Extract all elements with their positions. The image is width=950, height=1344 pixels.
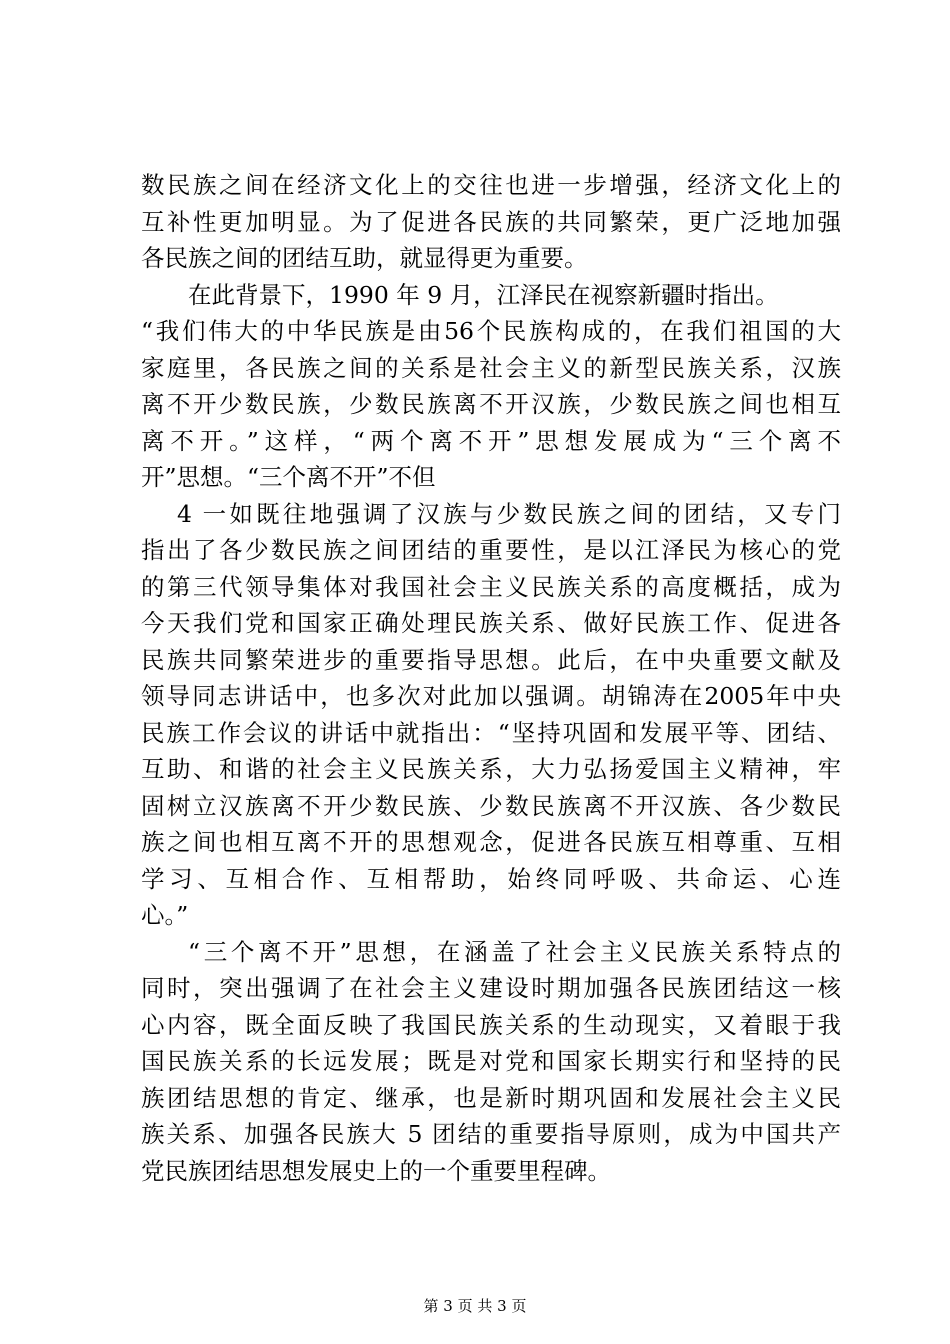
text-line: 4 一如既往地强调了汉族与少数民族之间的团结，又专门 bbox=[177, 499, 841, 528]
page-number-label: 第 3 页 共 3 页 bbox=[423, 1297, 527, 1315]
text-line: 互助、和谐的社会主义民族关系，大力弘扬爱国主义精神，牢 bbox=[141, 755, 841, 783]
page-footer bbox=[0, 1296, 950, 1316]
text-line: 民族共同繁荣进步的重要指导思想。此后，在中央重要文献及 bbox=[141, 645, 841, 674]
text-line: 族关系、加强各民族大 5 团结的重要指导原则，成为中国共产 bbox=[141, 1120, 841, 1148]
text-line: 指出了各少数民族之间团结的重要性，是以江泽民为核心的党 bbox=[141, 536, 841, 564]
text-line: 离不开少数民族，少数民族离不开汉族，少数民族之间也相互 bbox=[141, 390, 841, 418]
text-line: 党民族团结思想发展史上的一个重要里程碑。 bbox=[141, 1156, 611, 1185]
text-line: 开”思想。“三个离不开”不但 bbox=[141, 463, 436, 491]
text-line: 心。” bbox=[141, 901, 189, 929]
text-line: 互补性更加明显。为了促进各民族的共同繁荣，更广泛地加强 bbox=[141, 207, 841, 236]
document-body bbox=[141, 167, 841, 1189]
text-line: 族之间也相互离不开的思想观念，促进各民族互相尊重、互相 bbox=[141, 828, 841, 856]
text-line: 的第三代领导集体对我国社会主义民族关系的高度概括，成为 bbox=[141, 572, 841, 601]
text-line: 同时，突出强调了在社会主义建设时期加强各民族团结这一核 bbox=[141, 974, 841, 1002]
text-line: 数民族之间在经济文化上的交往也进一步增强，经济文化上的 bbox=[141, 171, 841, 199]
text-line: 各民族之间的团结互助，就显得更为重要。 bbox=[141, 244, 588, 272]
text-line: 学习、互相合作、互相帮助，始终同呼吸、共命运、心连 bbox=[141, 864, 841, 893]
text-line: 国民族关系的长远发展；既是对党和国家长期实行和坚持的民 bbox=[141, 1047, 841, 1075]
text-line: 领导同志讲话中，也多次对此加以强调。胡锦涛在2005年中央 bbox=[141, 682, 841, 710]
text-line: 心内容，既全面反映了我国民族关系的生动现实，又着眼于我 bbox=[141, 1010, 841, 1039]
text-line: 民族工作会议的讲话中就指出：“坚持巩固和发展平等、团结、 bbox=[141, 718, 841, 747]
text-line: 今天我们党和国家正确处理民族关系、做好民族工作、促进各 bbox=[141, 609, 841, 637]
text-line: 离不开。”这样，“两个离不开”思想发展成为“三个离不 bbox=[141, 426, 841, 455]
text-line: 在此背景下，1990 年 9 月，江泽民在视察新疆时指出。 bbox=[188, 280, 779, 309]
text-line: 家庭里，各民族之间的关系是社会主义的新型民族关系，汉族 bbox=[141, 353, 841, 382]
text-line: “我们伟大的中华民族是由56个民族构成的，在我们祖国的大 bbox=[141, 317, 841, 345]
text-line: 固树立汉族离不开少数民族、少数民族离不开汉族、各少数民 bbox=[141, 791, 841, 820]
text-line: “三个离不开”思想，在涵盖了社会主义民族关系特点的 bbox=[188, 937, 841, 966]
text-line: 族团结思想的肯定、继承，也是新时期巩固和发展社会主义民 bbox=[141, 1083, 841, 1112]
